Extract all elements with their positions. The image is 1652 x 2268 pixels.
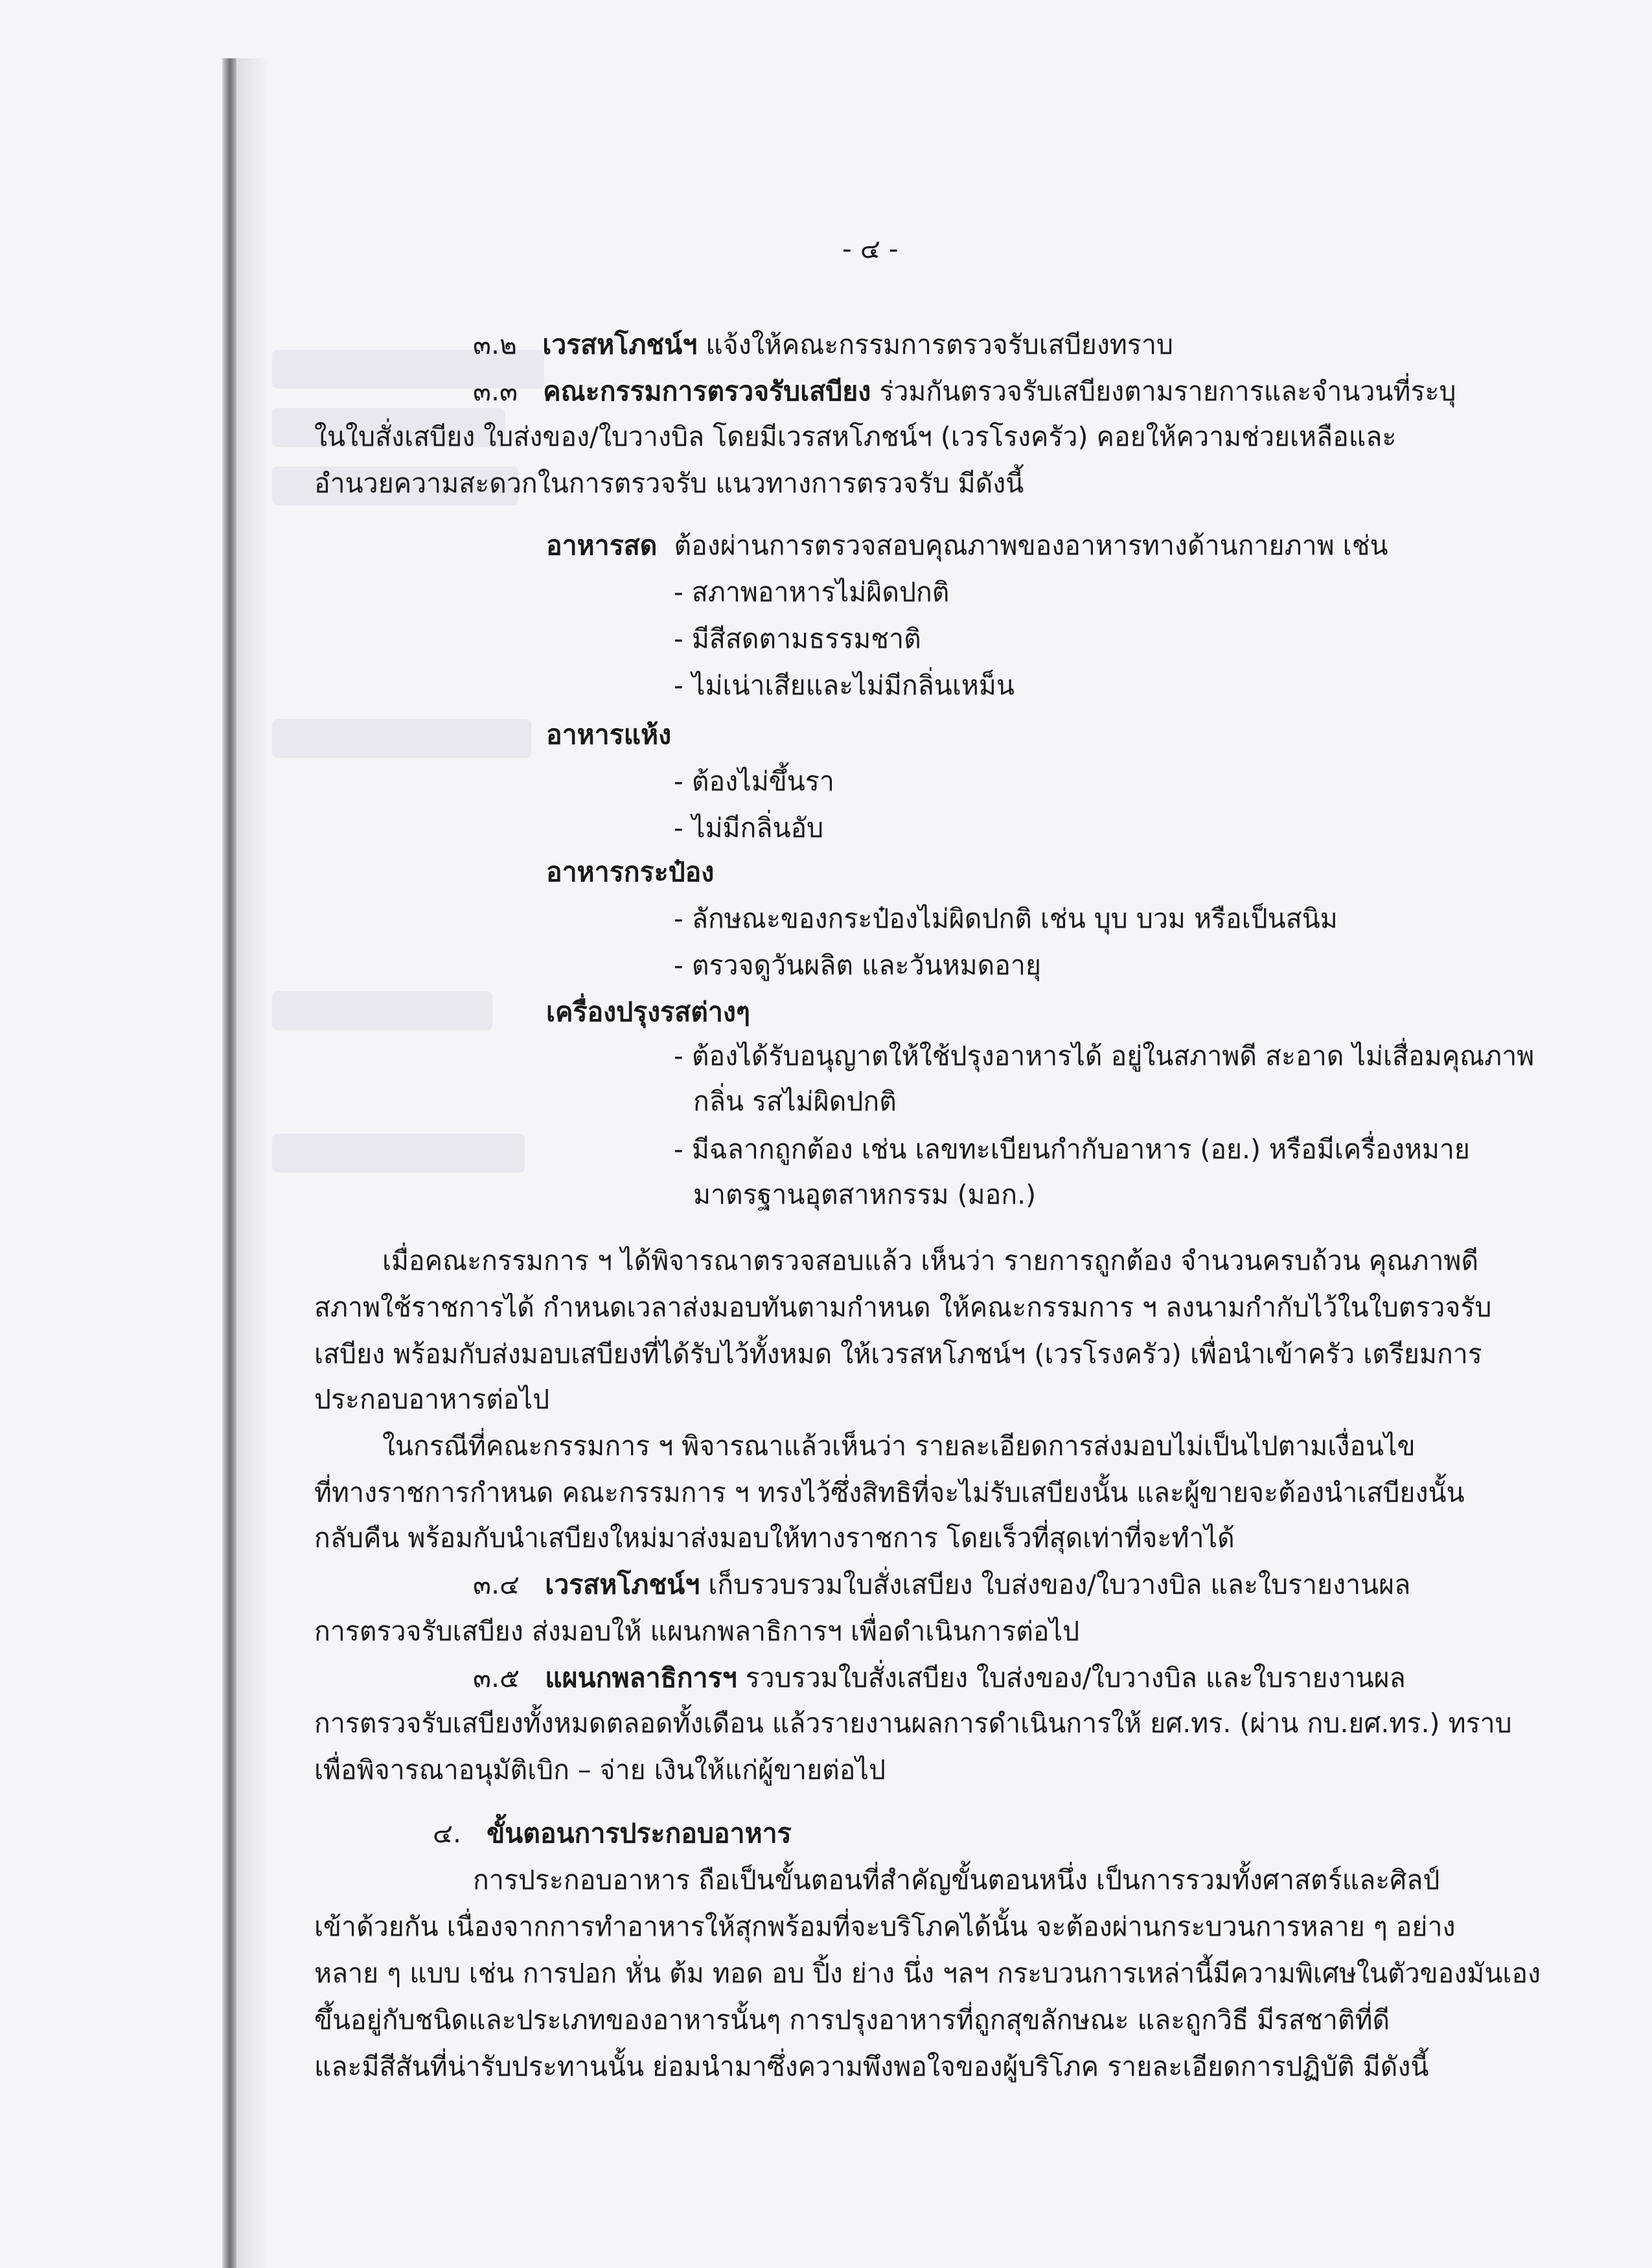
paragraph-line: กลับคืน พร้อมกับนำเสบียงใหม่มาส่งมอบให้ทางราชการ โดยเร็วที่สุดเท่าที่จะทำได้ — [314, 1522, 1235, 1553]
section-3-2 — [473, 329, 1173, 361]
section-text: เก็บรวบรวมใบสั่งเสบียง ใบส่งของ/ใบวางบิล และใบรายงานผล — [708, 1569, 1411, 1600]
section-3-5-line-1 — [473, 1662, 1406, 1694]
show-through-mark — [272, 1134, 525, 1173]
page-number: - ๔ - — [842, 233, 899, 264]
section-3-3-line-1 — [473, 376, 1456, 407]
show-through-mark — [272, 719, 531, 758]
section-3-3-line-3: อำนวยความสะดวกในการตรวจรับ แนวทางการตรวจรับ มีดังนี้ — [314, 468, 1024, 499]
seasonings-heading: เครื่องปรุงรสต่างๆ — [546, 996, 750, 1027]
section-3-4-line-1 — [473, 1569, 1410, 1601]
paragraph-line: เมื่อคณะกรรมการ ฯ ได้พิจารณาตรวจสอบแล้ว เห็นว่า รายการถูกต้อง จำนวนครบถ้วน คุณภาพดี — [382, 1245, 1479, 1276]
section-text: รวบรวมใบสั่งเสบียง ใบส่งของ/ใบวางบิล และใบรายงานผล — [745, 1662, 1406, 1693]
list-item: - มีสีสดตามธรรมชาติ — [674, 623, 921, 654]
fresh-food-heading — [546, 530, 1388, 562]
category-title: อาหารสด — [546, 530, 658, 561]
canned-food-heading: อาหารกระป๋อง — [546, 856, 715, 888]
paragraph-line: หลาย ๆ แบบ เช่น การปอก หั่น ต้ม ทอด อบ ปิ้ง ย่าง นึ่ง ฯลฯ กระบวนการเหล่านี้มีความพิเศษในตัวของมันเอง — [314, 1958, 1541, 1989]
list-item: - ไม่เน่าเสียและไม่มีกลิ่นเหม็น — [674, 670, 1015, 701]
show-through-mark — [272, 991, 492, 1030]
list-item: - ต้องได้รับอนุญาตให้ใช้ปรุงอาหารได้ อยู่ในสภาพดี สะอาด ไม่เสื่อมคุณภาพ — [674, 1040, 1535, 1071]
list-item-continued: กลิ่น รสไม่ผิดปกติ — [693, 1086, 897, 1117]
paragraph-line: ในกรณีที่คณะกรรมการ ฯ พิจารณาแล้วเห็นว่า รายละเอียดการส่งมอบไม่เป็นไปตามเงื่อนไข — [382, 1430, 1416, 1461]
paragraph-line: การประกอบอาหาร ถือเป็นขั้นตอนที่สำคัญขั้นตอนหนึ่ง เป็นการรวมทั้งศาสตร์และศิลป์ — [473, 1864, 1440, 1896]
paragraph-line: และมีสีสันที่น่ารับประทานนั้น ย่อมนำมาซึ่งความพึงพอใจของผู้บริโภค รายละเอียดการปฏิบัติ มีดังนี้ — [314, 2051, 1429, 2082]
section-text: ร่วมกันตรวจรับเสบียงตามรายการและจำนวนที่ระบุ — [879, 376, 1456, 407]
list-item: - ไม่มีกลิ่นอับ — [674, 812, 824, 843]
section-text: แจ้งให้คณะกรรมการตรวจรับเสบียงทราบ — [706, 329, 1174, 360]
paragraph-line: ขึ้นอยู่กับชนิดและประเภทของอาหารนั้นๆ การปรุงอาหารที่ถูกสุขลักษณะ และถูกวิธี มีรสชาติที่ดี — [314, 2004, 1390, 2035]
dry-food-heading: อาหารแห้ง — [546, 719, 672, 750]
list-item: - สภาพอาหารไม่ผิดปกติ — [674, 577, 950, 608]
paragraph-line: ประกอบอาหารต่อไป — [314, 1384, 550, 1415]
section-number: ๓.๒ — [473, 329, 518, 360]
list-item: - ลักษณะของกระป๋องไม่ผิดปกติ เช่น บุบ บวม หรือเป็นสนิม — [674, 903, 1338, 934]
binding-shadow — [236, 58, 269, 2268]
section-subject: แผนกพลาธิการฯ — [545, 1662, 737, 1693]
paragraph-line: เสบียง พร้อมกับส่งมอบเสบียงที่ได้รับไว้ทั้งหมด ให้เวรสหโภชน์ฯ (เวรโรงครัว) เพื่อนำเข้าครัว เตรียมการ — [314, 1338, 1482, 1369]
section-3-5-line-3: เพื่อพิจารณาอนุมัติเบิก – จ่าย เงินให้แก่ผู้ขายต่อไป — [314, 1754, 886, 1785]
section-3-4-line-2: การตรวจรับเสบียง ส่งมอบให้ แผนกพลาธิการฯ เพื่อดำเนินการต่อไป — [314, 1616, 1080, 1647]
section-subject: เวรสหโภชน์ฯ — [542, 329, 698, 360]
binding-edge — [222, 58, 236, 2268]
list-item: - ต้องไม่ขึ้นรา — [674, 766, 834, 797]
section-number: ๓.๓ — [473, 376, 518, 407]
paragraph-line: เข้าด้วยกัน เนื่องจากการทำอาหารให้สุกพร้อมที่จะบริโภคได้นั้น จะต้องผ่านกระบวนการหลาย ๆ อย่าง — [314, 1911, 1456, 1942]
section-3-3-line-2: ในใบสั่งเสบียง ใบส่งของ/ใบวางบิล โดยมีเวรสหโภชน์ฯ (เวรโรงครัว) คอยให้ความช่วยเหลือและ — [314, 421, 1397, 452]
section-number: ๓.๕ — [473, 1662, 520, 1693]
list-item: - ตรวจดูวันผลิต และวันหมดอายุ — [674, 950, 1041, 981]
section-number: ๓.๔ — [473, 1569, 520, 1600]
category-intro: ต้องผ่านการตรวจสอบคุณภาพของอาหารทางด้านกายภาพ เช่น — [674, 530, 1388, 561]
paragraph-line: สภาพใช้ราชการได้ กำหนดเวลาส่งมอบทันตามกำหนด ให้คณะกรรมการ ฯ ลงนามกำกับไว้ในใบตรวจรับ — [314, 1292, 1492, 1323]
section-subject: เวรสหโภชน์ฯ — [545, 1569, 700, 1600]
section-number: ๔. — [433, 1818, 462, 1849]
section-4-heading — [433, 1818, 792, 1850]
section-3-5-line-2: การตรวจรับเสบียงทั้งหมดตลอดทั้งเดือน แล้วรายงานผลการดำเนินการให้ ยศ.ทร. (ผ่าน กบ.ยศ.ทร.) ทราบ — [314, 1708, 1512, 1739]
section-title: ขั้นตอนการประกอบอาหาร — [487, 1818, 792, 1849]
list-item: - มีฉลากถูกต้อง เช่น เลขทะเบียนกำกับอาหาร (อย.) หรือมีเครื่องหมาย — [674, 1134, 1470, 1165]
paragraph-line: ที่ทางราชการกำหนด คณะกรรมการ ฯ ทรงไว้ซึ่งสิทธิที่จะไม่รับเสบียงนั้น และผู้ขายจะต้องนำเสบียงนั้น — [314, 1477, 1465, 1508]
list-item-continued: มาตรฐานอุตสาหกรรม (มอก.) — [693, 1179, 1037, 1210]
section-subject: คณะกรรมการตรวจรับเสบียง — [543, 376, 871, 407]
